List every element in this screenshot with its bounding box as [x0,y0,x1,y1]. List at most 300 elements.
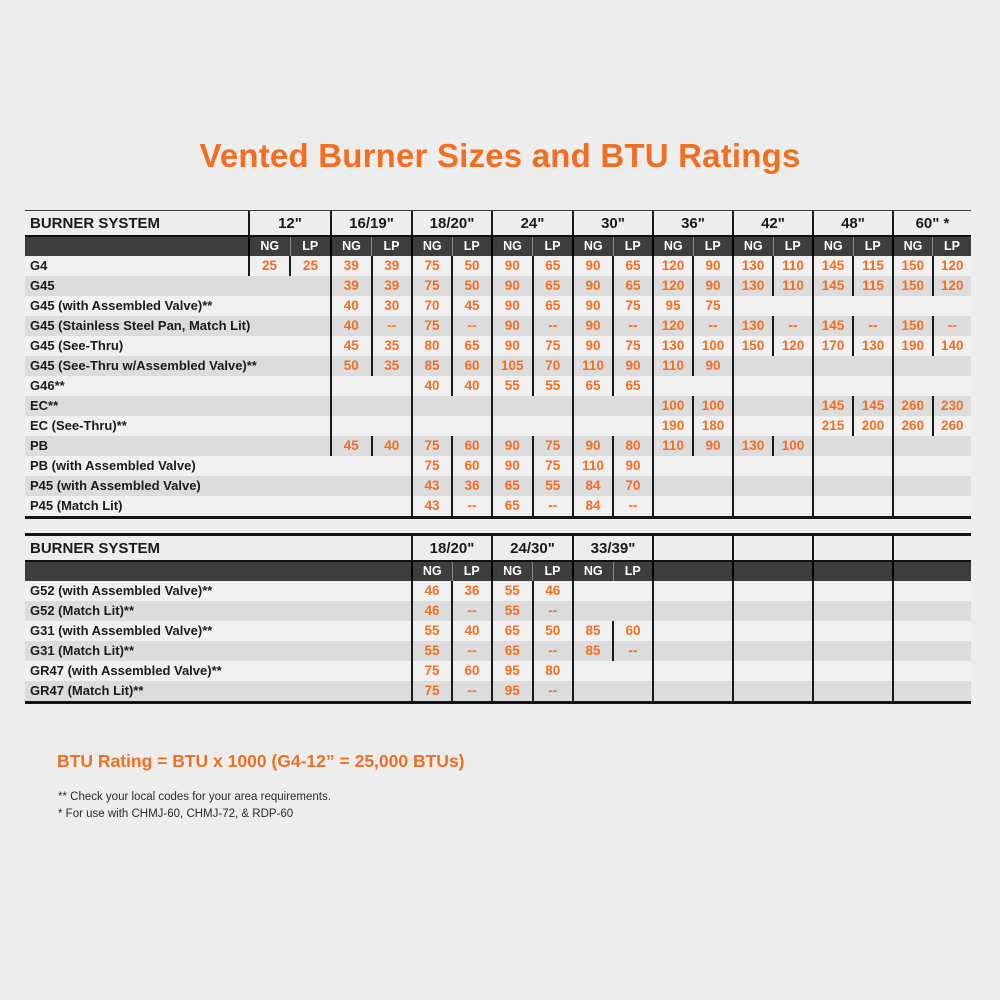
btu-value-lp: 120 [932,256,972,276]
size-cell-group [491,601,572,621]
burner-name: G52 (with Assembled Valve)** [30,583,213,598]
fuel-header-cell: LP [932,237,971,256]
btu-value-ng: 70 [424,298,440,313]
btu-value-ng: 150 [901,278,925,293]
btu-value-lp: 65 [451,336,491,356]
fuel-header-cell [734,562,773,581]
size-cell-group [892,456,971,476]
size-cell-group [330,416,411,436]
size-cell-group [812,476,892,496]
btu-value-ng: 90 [585,338,601,353]
size-cell-group [892,256,971,276]
btu-value-lp: 75 [532,456,573,476]
btu-value-lp: 80 [532,661,573,681]
btu-value-ng [814,356,853,376]
size-cell-group [812,661,892,681]
btu-value-ng [654,601,693,621]
btu-value-lp: 65 [532,256,573,276]
btu-value-lp: 75 [532,436,573,456]
btu-value-ng: 260 [901,398,925,413]
size-cell-group [491,316,572,336]
btu-value-lp [773,581,812,601]
btu-value-lp: 260 [932,416,972,436]
size-cell-group [491,681,572,701]
size-cell-group [491,376,572,396]
table-row [25,416,971,436]
btu-value-ng: 75 [424,318,440,333]
size-cell-group [812,296,892,316]
size-cell-group [732,456,812,476]
fuel-header-cell: NG [260,239,280,253]
btu-value-ng [248,336,289,356]
btu-value-ng [248,436,289,456]
burner-name: GR47 (with Assembled Valve)** [30,663,222,678]
btu-value-ng: 95 [504,663,520,678]
size-cell-group [491,661,572,681]
size-column-header: 24" [491,211,572,235]
fuel-header-group [572,237,652,256]
fuel-header-cell [773,562,812,581]
table-row [25,456,971,476]
size-cell-group [892,396,971,416]
btu-value-ng: 145 [821,258,845,273]
size-cell-group [732,256,812,276]
size-cell-group [330,456,411,476]
size-cell-group [652,336,732,356]
size-cell-group [248,496,330,516]
size-cell-group [572,276,652,296]
size-cell-group [491,641,572,661]
btu-value-lp: 130 [852,336,892,356]
btu-value-ng: 50 [343,358,359,373]
btu-value-ng [734,681,773,701]
size-cell-group [411,661,491,681]
btu-value-lp: -- [692,316,732,336]
btu-value-lp: 75 [532,336,573,356]
size-cell-group [491,436,572,456]
btu-value-ng: 90 [504,338,520,353]
table-body [25,256,971,519]
size-cell-group [330,316,411,336]
btu-value-ng: 145 [821,278,845,293]
btu-value-ng [248,296,289,316]
size-cell-group [330,476,411,496]
btu-value-ng [894,456,933,476]
btu-value-ng: 130 [741,258,765,273]
fuel-header-cell: NG [503,239,522,253]
btu-value-lp [933,376,972,396]
size-cell-group [732,621,812,641]
fuel-header-cell: LP [371,237,411,256]
btu-value-ng [654,621,693,641]
btu-value-lp: 50 [451,256,491,276]
fuel-header-cell [814,562,853,581]
fuel-header-cell: NG [503,564,522,578]
btu-value-ng [894,581,933,601]
size-cell-group [411,336,491,356]
size-cell-group [248,436,330,456]
size-cell-group [248,336,330,356]
btu-value-lp: 60 [451,356,491,376]
btu-value-lp [613,396,652,416]
btu-value-lp: 90 [612,456,652,476]
btu-value-ng [734,376,773,396]
btu-value-lp: 100 [692,396,732,416]
size-cell-group [411,476,491,496]
size-cell-group [491,581,572,601]
fuel-header-group [491,237,572,256]
footnote-for-use: * For use with CHMJ-60, CHMJ-72, & RDP-60 [58,808,294,820]
btu-value-lp: 55 [532,476,573,496]
size-column-header: 48" [812,211,892,235]
size-cell-group [572,396,652,416]
btu-value-lp: 40 [451,621,491,641]
btu-value-ng [734,296,773,316]
fuel-header-cell: LP [773,237,813,256]
btu-value-ng [814,621,853,641]
btu-value-ng [814,601,853,621]
btu-value-lp [853,641,892,661]
size-cell-group [572,621,652,641]
btu-value-ng [248,276,289,296]
burner-name: G45 (See-Thru) [30,338,124,353]
btu-value-ng [734,661,773,681]
btu-value-lp: -- [532,601,573,621]
table-header-label: BURNER SYSTEM [30,539,161,557]
size-cell-group [652,356,732,376]
btu-value-ng [814,681,853,701]
btu-value-ng: 45 [343,338,359,353]
table-row [25,376,971,396]
btu-value-lp: 45 [451,296,491,316]
btu-value-lp [853,581,892,601]
size-cell-group [411,356,491,376]
btu-value-lp: 35 [371,336,412,356]
size-cell-group [248,416,330,436]
size-cell-group [732,316,812,336]
fuel-header-cell [693,562,732,581]
table-fuel-header-row [25,235,971,256]
btu-value-ng: 39 [343,278,359,293]
size-cell-group [330,256,411,276]
vented-burner-table-secondary [25,533,971,704]
btu-value-ng: 75 [424,663,440,678]
fuel-header-cell: LP [290,237,331,256]
size-cell-group [732,661,812,681]
btu-value-lp: 140 [932,336,972,356]
fuel-header-cell: LP [613,562,653,581]
burner-name: G52 (Match Lit)** [30,603,135,618]
btu-value-ng: 105 [500,358,524,373]
btu-value-lp: -- [451,641,491,661]
table-row [25,436,971,456]
size-cell-group [572,256,652,276]
size-cell-group [732,641,812,661]
btu-value-ng: 90 [504,458,520,473]
size-cell-group [812,396,892,416]
btu-value-ng [894,376,933,396]
size-cell-group [411,416,491,436]
btu-value-ng: 65 [504,623,520,638]
size-cell-group [652,661,732,681]
btu-value-ng [248,456,289,476]
btu-value-ng: 170 [821,338,845,353]
size-cell-group [812,376,892,396]
fuel-header-group [892,562,971,581]
btu-value-lp [853,296,892,316]
size-cell-group [572,456,652,476]
btu-value-lp [289,276,330,296]
size-cell-group [491,621,572,641]
size-column-header: 24/30" [491,536,572,560]
btu-value-ng [734,416,773,436]
size-column-header [812,536,892,560]
btu-value-ng [574,681,613,701]
table-row [25,396,971,416]
btu-value-ng [814,296,853,316]
btu-value-lp [371,476,412,496]
btu-value-ng [894,476,933,496]
btu-value-ng: 110 [662,358,684,373]
size-cell-group [248,316,330,336]
btu-value-lp: 115 [852,256,892,276]
size-cell-group [411,621,491,641]
table-row [25,336,971,356]
btu-value-ng [814,641,853,661]
size-column-header: 42" [732,211,812,235]
btu-value-ng [894,356,933,376]
btu-value-ng [894,496,933,516]
fuel-header-cell: NG [583,239,603,253]
size-cell-group [732,356,812,376]
size-cell-group [248,376,330,396]
btu-value-ng: 65 [504,498,520,513]
fuel-header-cell [853,562,892,581]
size-cell-group [491,496,572,516]
btu-value-lp: 60 [451,661,491,681]
size-cell-group [732,396,812,416]
btu-value-ng: 85 [424,358,440,373]
btu-value-lp [289,356,330,376]
size-cell-group [892,436,971,456]
btu-value-ng: 130 [741,278,765,293]
table-row [25,276,971,296]
size-cell-group [491,456,572,476]
btu-value-lp [773,641,812,661]
size-cell-group [732,436,812,456]
vented-burner-table-main [25,210,971,519]
size-cell-group [812,601,892,621]
btu-value-ng [654,456,693,476]
size-cell-group [330,376,411,396]
btu-value-ng: 120 [661,318,685,333]
size-cell-group [652,641,732,661]
btu-value-lp: 110 [772,256,812,276]
btu-value-lp [452,396,491,416]
btu-value-ng: 65 [585,378,601,393]
btu-value-ng: 150 [901,258,925,273]
size-cell-group [411,581,491,601]
btu-value-ng [574,416,613,436]
btu-value-lp [853,601,892,621]
btu-value-ng [814,496,853,516]
size-cell-group [652,316,732,336]
burner-name: PB [30,438,49,453]
footnote-local-codes: ** Check your local codes for your area requirements. [58,791,331,803]
btu-value-ng: 120 [661,258,685,273]
size-column-header: 33/39" [572,536,652,560]
btu-value-ng: 43 [424,498,440,513]
btu-value-lp [289,376,330,396]
btu-value-ng: 65 [504,643,520,658]
size-cell-group [248,396,330,416]
fuel-header-cell: LP [452,237,492,256]
burner-name: G4 [30,258,48,273]
table-row [25,661,971,681]
table-row [25,296,971,316]
btu-value-ng: 75 [424,683,440,698]
fuel-header-cell: NG [342,239,361,253]
size-cell-group [812,641,892,661]
btu-value-lp: -- [532,641,573,661]
btu-value-ng: 40 [343,318,359,333]
btu-value-lp [933,296,972,316]
size-cell-group [330,396,411,416]
fuel-header-group [411,237,491,256]
btu-value-ng [814,476,853,496]
fuel-header-group [732,237,812,256]
size-cell-group [411,496,491,516]
size-column-header [652,536,732,560]
size-cell-group [491,396,572,416]
btu-value-ng [574,581,613,601]
btu-value-lp [773,661,812,681]
btu-value-lp: 60 [451,456,491,476]
btu-value-ng [734,581,773,601]
btu-value-lp [613,416,652,436]
table-row [25,681,971,701]
btu-value-lp: 80 [612,436,652,456]
btu-value-lp [452,416,491,436]
btu-value-lp [853,436,892,456]
btu-value-ng: 90 [585,318,601,333]
btu-value-ng: 75 [424,258,440,273]
btu-value-ng [574,661,613,681]
btu-value-lp [289,436,330,456]
size-cell-group [892,681,971,701]
btu-value-lp [693,601,732,621]
btu-value-lp [773,356,812,376]
btu-value-lp [853,621,892,641]
size-cell-group [812,436,892,456]
btu-value-lp [933,476,972,496]
btu-value-lp: 30 [371,296,412,316]
btu-value-lp: 40 [451,376,491,396]
page-title: Vented Burner Sizes and BTU Ratings [199,137,801,174]
btu-value-ng [814,376,853,396]
btu-value-lp: 40 [371,436,412,456]
size-cell-group [892,296,971,316]
size-cell-group [572,641,652,661]
btu-value-lp: -- [612,641,652,661]
btu-value-lp: 65 [612,276,652,296]
table-fuel-header-row [25,560,971,581]
btu-value-lp [372,396,412,416]
size-cell-group [330,336,411,356]
size-cell-group [411,436,491,456]
btu-value-ng [493,396,533,416]
btu-value-lp: 200 [852,416,892,436]
size-cell-group [812,316,892,336]
btu-value-lp: 120 [772,336,812,356]
btu-value-lp [693,476,732,496]
btu-value-ng: 40 [343,298,359,313]
fuel-header-group [812,562,892,581]
size-cell-group [411,456,491,476]
btu-value-lp [773,681,812,701]
btu-value-lp [773,601,812,621]
btu-value-lp: 115 [852,276,892,296]
btu-value-lp [289,336,330,356]
size-cell-group [572,416,652,436]
btu-value-lp: -- [772,316,812,336]
btu-value-lp [773,416,812,436]
size-cell-group [732,276,812,296]
btu-value-lp [933,356,972,376]
fuel-header-cell: NG [663,239,683,253]
btu-value-ng: 90 [504,318,520,333]
btu-value-ng [814,456,853,476]
size-cell-group [812,581,892,601]
burner-name: G46** [30,378,65,393]
size-cell-group [892,376,971,396]
size-cell-group [812,356,892,376]
btu-value-lp [693,376,732,396]
btu-value-lp [933,641,972,661]
btu-value-lp [933,456,972,476]
fuel-header-group [892,237,971,256]
btu-value-lp [613,661,652,681]
size-cell-group [491,276,572,296]
size-cell-group [572,581,652,601]
btu-value-ng: 84 [585,498,601,513]
burner-name: G31 (Match Lit)** [30,643,135,658]
btu-value-ng [248,416,289,436]
btu-value-lp: 55 [532,376,573,396]
size-cell-group [892,601,971,621]
btu-value-lp: 39 [371,276,412,296]
btu-value-ng: 43 [424,478,440,493]
btu-value-lp: -- [612,496,652,516]
size-cell-group [812,496,892,516]
size-cell-group [411,396,491,416]
btu-value-lp: 65 [612,376,652,396]
btu-value-lp [613,581,652,601]
burner-name: P45 (Match Lit) [30,498,123,513]
size-cell-group [411,641,491,661]
btu-value-ng: 110 [582,358,604,373]
btu-value-lp: -- [451,601,491,621]
size-cell-group [330,356,411,376]
btu-value-ng: 90 [585,258,601,273]
burner-name: P45 (with Assembled Valve) [30,478,201,493]
btu-value-ng [330,496,371,516]
btu-value-lp: 35 [371,356,412,376]
size-cell-group [491,256,572,276]
size-cell-group [652,581,732,601]
size-cell-group [411,376,491,396]
btu-value-lp: 75 [612,336,652,356]
